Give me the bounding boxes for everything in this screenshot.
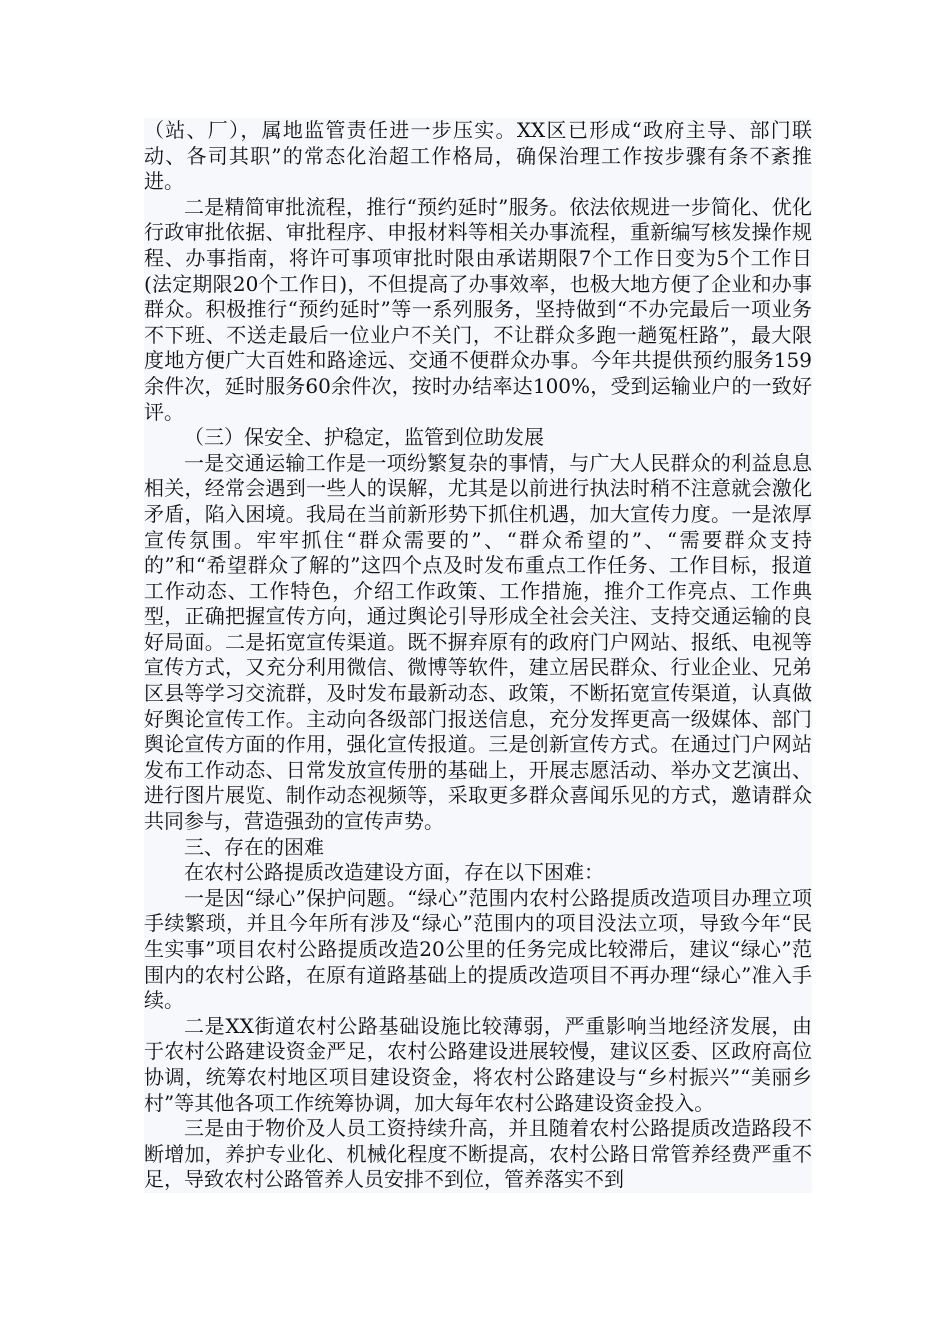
paragraph-4: 一是交通运输工作是一项纷繁复杂的事情，与广大人民群众的利益息息相关，经常会遇到一些人的误解，尤其是以前进行执法时稍不注意就会激化矛盾，陷入困境。我局在当前新形势下抓住机遇，加大宣传力度。一是浓厚宣传氛围。牢牢抓住“群众需要的”、“群众希望的”、“需要群众支持的”和“希望群众了解的”这四个点及时发布重点工作任务、工作目标，报道工作动态、工作特色，介绍工作政策、工作措施，推介工作亮点、工作典型，正确把握宣传方向，通过舆论引导形成全社会关注、支持交通运输的良好局面。二是拓宽宣传渠道。既不摒弃原有的政府门户网站、报纸、电视等宣传方式，又充分利用微信、微博等软件，建立居民群众、行业企业、兄弟区县等学习交流群，及时发布最新动态、政策，不断拓宽宣传渠道，认真做好舆论宣传工作。主动向各级部门报送信息，充分发挥更高一级媒体、部门舆论宣传方面的作用，强化宣传报道。三是创新宣传方式。在通过门户网站发布工作动态、日常发放宣传册的基础上，开展志愿活动、举办文艺演出、进行图片展览、制作动态视频等，采取更多群众喜闻乐见的方式，邀请群众共同参与，营造强劲的宣传声势。: [144, 450, 812, 834]
paragraph-8: 二是XX街道农村公路基础设施比较薄弱，严重影响当地经济发展，由于农村公路建设资金严足，农村公路建设进展较慢，建议区委、区政府高位协调，统筹农村地区项目建设资金，将农村公路建设与“乡村振兴”“美丽乡村”等其他各项工作统筹协调，加大每年农村公路建设资金投入。: [144, 1013, 812, 1115]
section-heading-difficulties: 三、存在的困难: [184, 834, 324, 859]
paragraph-7: 一是因“绿心”保护问题。“绿心”范围内农村公路提质改造项目办理立项手续繁琐，并且今年所有涉及“绿心”范围内的项目没法立项，导致今年“民生实事”项目农村公路提质改造20公里的任务完成比较滞后，建议“绿心”范围内的农村公路，在原有道路基础上的提质改造项目不再办理“绿心”准入手续。: [144, 885, 812, 1013]
document-body: [144, 118, 812, 1193]
paragraph-9: 三是由于物价及人员工资持续升高，并且随着农村公路提质改造路段不断增加，养护专业化、机械化程度不断提高，农村公路日常管养经费严重不足，导致农村公路管养人员安排不到位，管养落实不到: [144, 1116, 812, 1192]
section-heading-3: （三）保安全、护稳定，监管到位助发展: [184, 425, 544, 450]
paragraph-1: （站、厂），属地监管责任进一步压实。XX区已形成“政府主导、部门联动、各司其职”的常态化治超工作格局，确保治理工作按步骤有条不紊推进。: [144, 118, 812, 194]
paragraph-6: 在农村公路提质改造建设方面，存在以下困难：: [184, 860, 604, 885]
paragraph-2: 二是精简审批流程，推行“预约延时”服务。依法依规进一步简化、优化行政审批依据、审批程序、申报材料等相关办事流程，重新编写核发操作规程、办事指南，将许可事项审批时限由承诺期限7个工作日变为5个工作日(法定期限20个工作日)，不但提高了办事效率，也极大地方便了企业和办事群众。积极推行“预约延时”等一系列服务，坚持做到“不办完最后一项业务不下班、不送走最后一位业户不关门，不让群众多跑一趟冤枉路”，最大限度地方便广大百姓和路途远、交通不便群众办事。今年共提供预约服务159余件次，延时服务60余件次，按时办结率达100%，受到运输业户的一致好评。: [144, 194, 812, 424]
